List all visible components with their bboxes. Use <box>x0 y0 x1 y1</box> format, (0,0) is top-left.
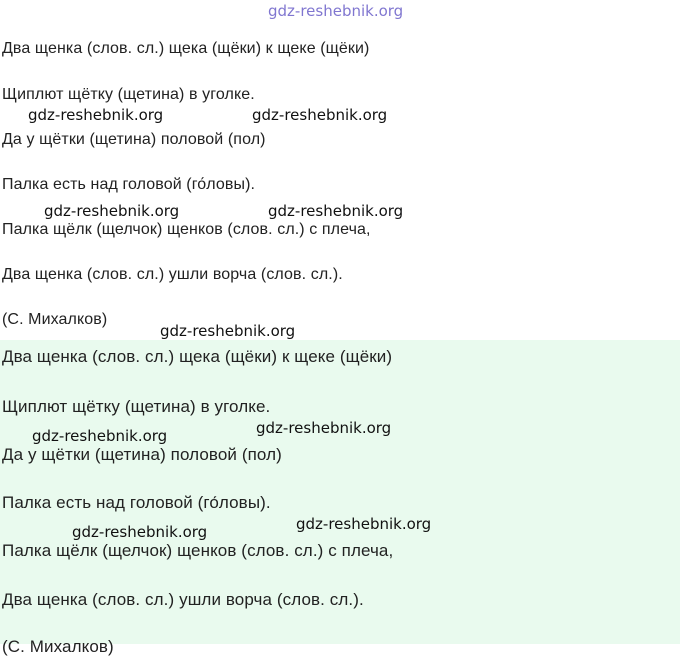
verse-line-1: Два щенка (слов. сл.) щека (щёки) к щеке (щёки) <box>2 40 370 57</box>
watermark: gdz-reshebnik.org <box>256 419 392 437</box>
watermark: gdz-reshebnik.org <box>44 202 180 220</box>
verse-line-4: Палка есть над головой (го́ловы). <box>2 176 256 193</box>
watermark: gdz-reshebnik.org <box>160 322 296 340</box>
verse-line-3: Да у щётки (щетина) половой (пол) <box>2 445 282 464</box>
verse-line-2: Щиплют щётку (щетина) в уголке. <box>2 86 255 103</box>
verse-line-5: Палка щёлк (щелчок) щенков (слов. сл.) с плеча, <box>2 541 394 560</box>
watermark: gdz-reshebnik.org <box>252 106 388 124</box>
verse-author: (С. Михалков) <box>2 637 114 656</box>
watermark: gdz-reshebnik.org <box>28 106 164 124</box>
watermark-header: gdz-reshebnik.org <box>268 2 404 20</box>
verse-line-2: Щиплют щётку (щетина) в уголке. <box>2 397 271 416</box>
watermark: gdz-reshebnik.org <box>296 515 432 533</box>
verse-line-3: Да у щётки (щетина) половой (пол) <box>2 131 266 148</box>
watermark: gdz-reshebnik.org <box>32 427 168 445</box>
verse-line-6: Два щенка (слов. сл.) ушли ворча (слов. сл.). <box>2 266 343 283</box>
verse-line-1: Два щенка (слов. сл.) щека (щёки) к щеке (щёки) <box>2 347 393 366</box>
verse-line-6: Два щенка (слов. сл.) ушли ворча (слов. сл.). <box>2 590 364 609</box>
verse-line-4: Палка есть над головой (го́ловы). <box>2 493 271 512</box>
verse-line-5: Палка щёлк (щелчок) щенков (слов. сл.) с плеча, <box>2 221 371 238</box>
verse-author: (С. Михалков) <box>2 311 108 328</box>
verse-section-bottom <box>0 340 680 656</box>
watermark: gdz-reshebnik.org <box>72 523 208 541</box>
watermark: gdz-reshebnik.org <box>268 202 404 220</box>
